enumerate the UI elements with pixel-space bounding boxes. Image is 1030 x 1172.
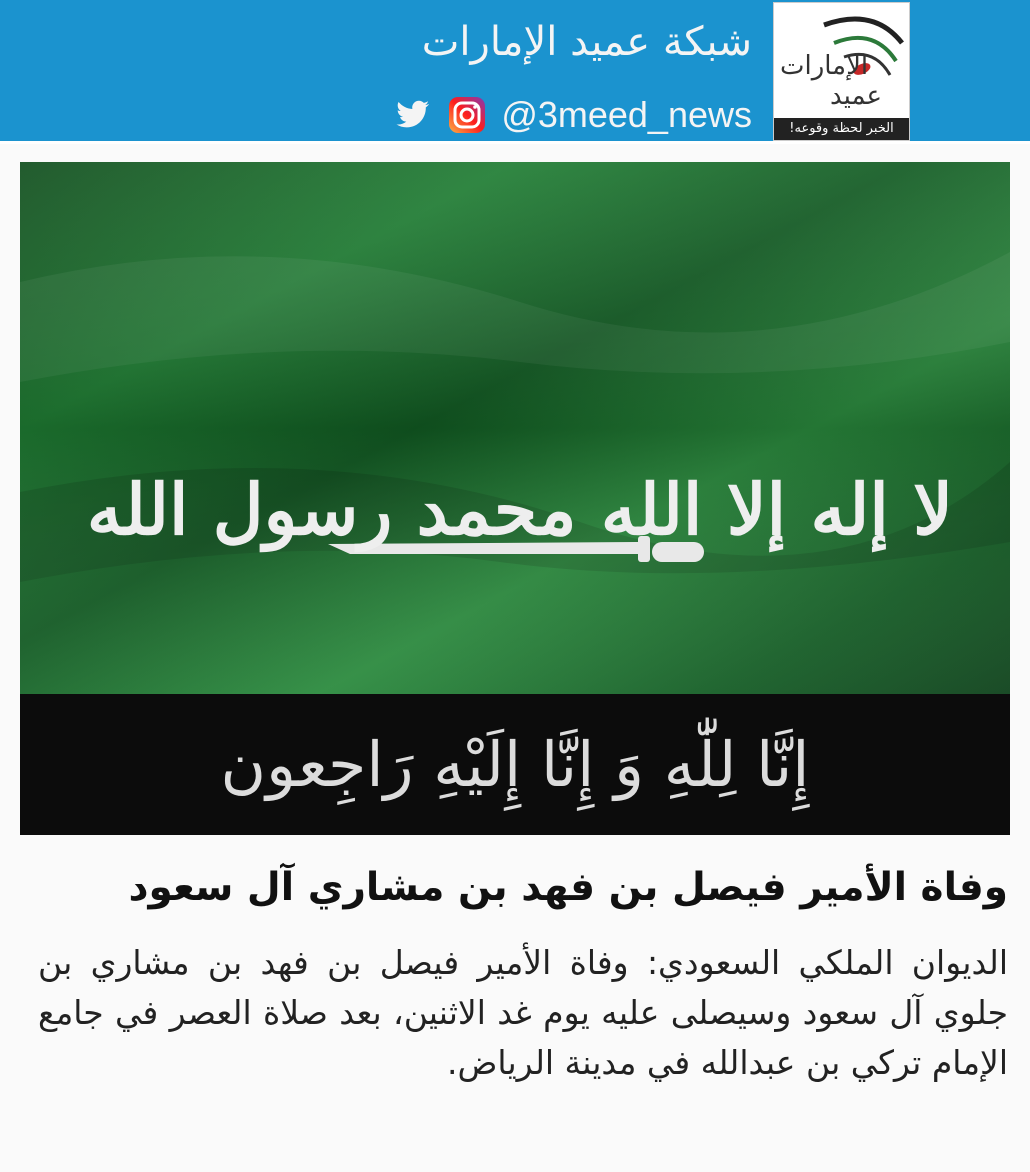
- logo-tagline: الخبر لحظة وقوعه!: [774, 118, 909, 140]
- instagram-icon[interactable]: [447, 95, 487, 135]
- logo-word-2: عميد: [830, 81, 883, 111]
- logo-word-1: الإمارات: [780, 51, 869, 81]
- social-handle[interactable]: @3meed_news: [501, 94, 752, 135]
- article-headline: وفاة الأمير فيصل بن فهد بن مشاري آل سعود: [128, 865, 1008, 910]
- header-bar: [0, 0, 1030, 144]
- flag-image: [20, 162, 1010, 835]
- article-body: الديوان الملكي السعودي: وفاة الأمير فيصل بن فهد بن مشاري بن جلوي آل سعود وسيصلى عليه يوم غد الاثنين، بعد صلاة العصر في جامع الإمام تركي بن عبدالله في مدينة الرياض.: [38, 943, 1008, 1082]
- social-row: [393, 90, 752, 140]
- brand-logo: [773, 2, 910, 141]
- condolence-banner: إِنَّا لِلّٰهِ وَ إِنَّا إِلَيْهِ رَاجِعون: [220, 728, 810, 801]
- flag-inscription: لا إله إلا الله محمد رسول الله: [86, 467, 954, 551]
- twitter-icon[interactable]: [393, 95, 433, 135]
- site-title: شبكة عميد الإمارات: [421, 19, 752, 65]
